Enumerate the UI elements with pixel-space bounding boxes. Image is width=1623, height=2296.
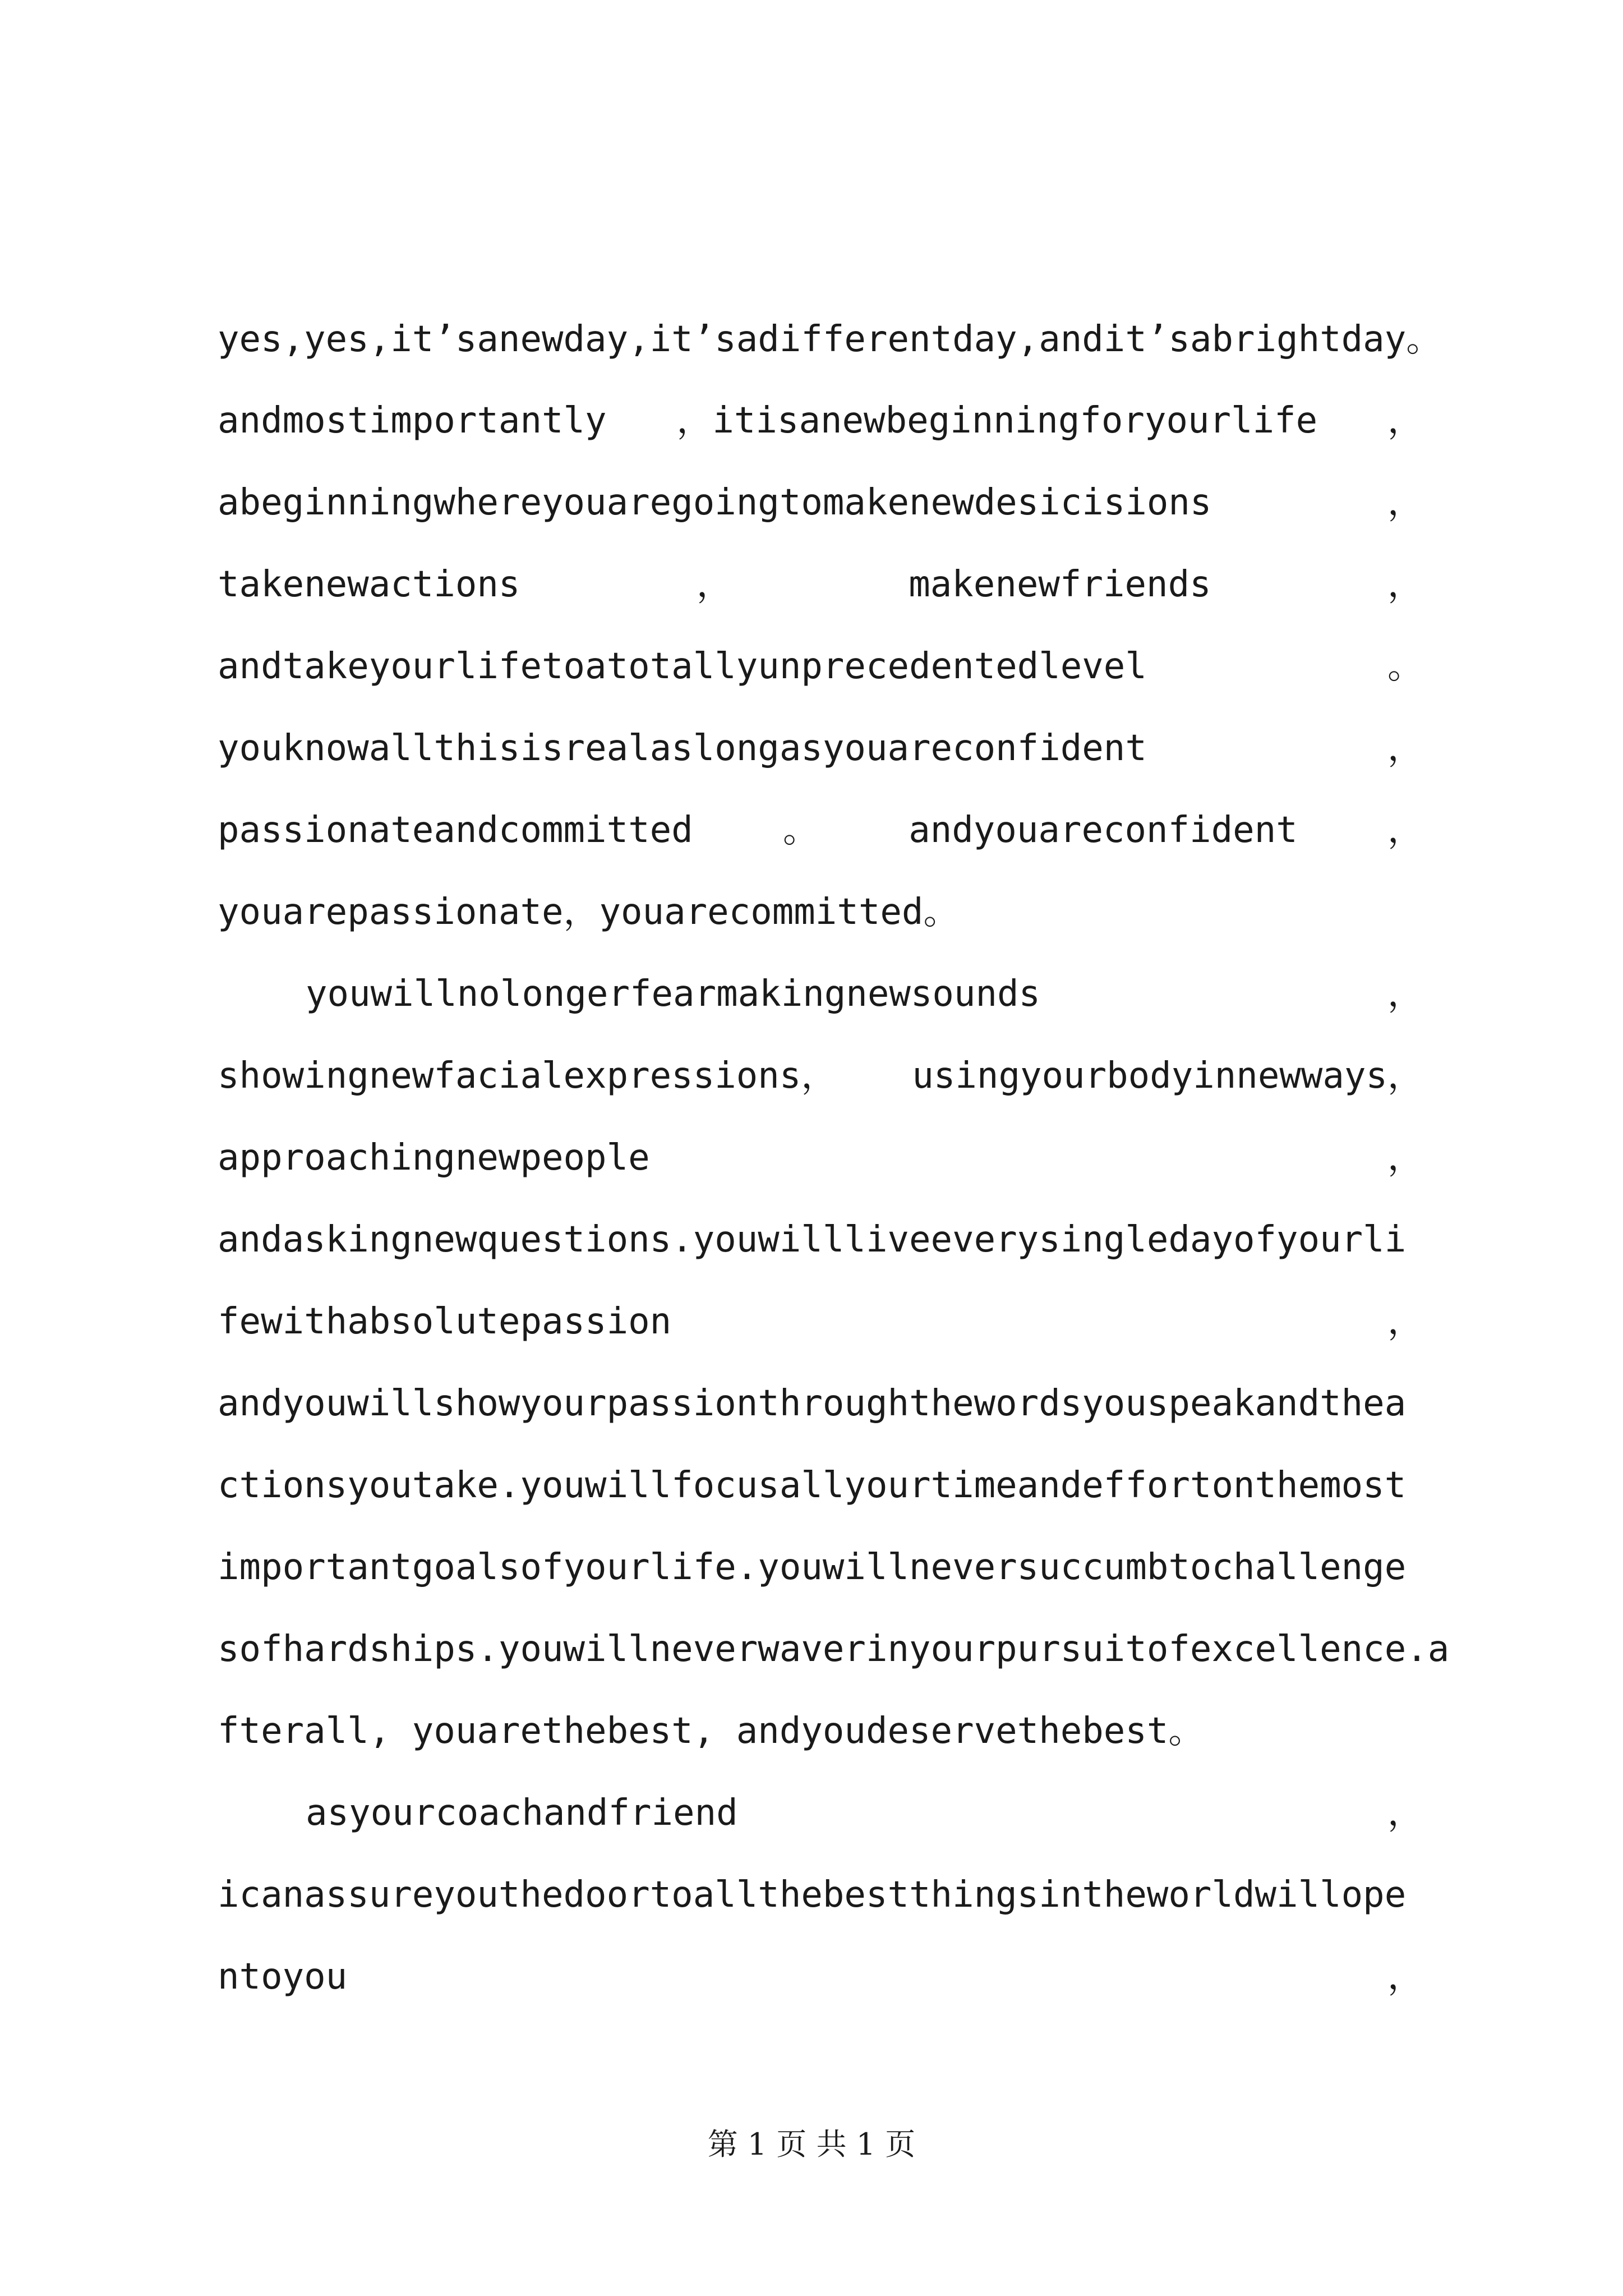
- text-line: [218, 551, 1423, 618]
- text-segment: ，: [1387, 728, 1423, 769]
- text-segment: ntoyou: [218, 1956, 348, 1998]
- text-segment: ，: [1387, 1792, 1423, 1834]
- text-segment: ，: [1387, 482, 1423, 523]
- text-segment: youwillnolongerfearmakingnewsounds: [306, 973, 1041, 1015]
- text-line: [306, 1779, 1423, 1847]
- text-segment: icanassureyouthedoortoallthebestthingsintheworldwillope: [218, 1874, 1407, 1916]
- text-line: [218, 1534, 1423, 1601]
- text-segment: ctionsyoutake.youwillfocusallyourtimeandeffortonthemost: [218, 1465, 1407, 1506]
- text-segment: ，: [1387, 1956, 1423, 1998]
- text-segment: ，: [1387, 1301, 1423, 1342]
- text-segment: andyouareconfident: [909, 809, 1298, 851]
- text-line: [218, 469, 1423, 536]
- text-segment: andyouwillshowyourpassionthroughthewordsyouspeakandthea: [218, 1383, 1407, 1424]
- page-number: 第 1 页 共 1 页: [707, 2127, 916, 2162]
- text-segment: 。: [782, 809, 819, 851]
- text-segment: usingyourbodyinnewways，: [912, 1055, 1423, 1097]
- text-line: [218, 797, 1423, 864]
- text-line: [218, 1206, 1423, 1273]
- text-line: [306, 960, 1423, 1028]
- text-segment: 。: [1387, 646, 1423, 687]
- text-segment: ，: [1387, 564, 1423, 605]
- text-segment: ，: [1387, 973, 1423, 1015]
- text-segment: passionateandcommitted: [218, 809, 693, 851]
- text-line: [218, 715, 1423, 782]
- text-segment: takenewactions: [218, 564, 520, 605]
- text-line: [218, 1616, 1450, 1683]
- text-segment: yes,yes,it’sanewday,it’sadifferentday,andit’sabrightday。: [218, 319, 1442, 360]
- text-line: [218, 1697, 1423, 1765]
- text-line: [218, 1861, 1423, 1929]
- text-line: [218, 1288, 1423, 1355]
- text-segment: makenewfriends: [909, 564, 1211, 605]
- text-line: [218, 878, 1423, 946]
- text-line: [218, 1452, 1423, 1519]
- text-segment: approachingnewpeople: [218, 1137, 650, 1179]
- text-segment: importantgoalsofyourlife.youwillneversuccumbtochallenge: [218, 1547, 1407, 1588]
- text-segment: ，itisanewbeginningforyourlife: [676, 400, 1318, 441]
- text-segment: youknowallthisisrealaslongasyouareconfident: [218, 728, 1147, 769]
- text-line: [218, 1943, 1423, 2010]
- text-segment: ，: [1387, 809, 1423, 851]
- text-segment: fterall, youarethebest, andyoudeservethebest。: [218, 1710, 1205, 1752]
- text-segment: ，: [1387, 1137, 1423, 1179]
- text-segment: ，: [696, 564, 732, 605]
- text-segment: sofhardships.youwillneverwaverinyourpursuitofexcellence.a: [218, 1628, 1450, 1670]
- text-line: [218, 633, 1423, 700]
- text-segment: andtakeyourlifetoatotallyunprecedentedlevel: [218, 646, 1147, 687]
- text-segment: showingnewfacialexpressions，: [218, 1055, 837, 1097]
- page-footer: [0, 2120, 1623, 2164]
- text-segment: andaskingnewquestions.youwillliveeverysingledayofyourli: [218, 1219, 1407, 1260]
- text-line: [218, 306, 1442, 373]
- text-segment: asyourcoachandfriend: [306, 1792, 738, 1834]
- text-segment: ，: [1387, 400, 1423, 441]
- text-segment: youarepassionate，youarecommitted。: [218, 891, 960, 933]
- text-line: [218, 1370, 1423, 1437]
- text-line: [218, 387, 1423, 454]
- text-segment: fewithabsolutepassion: [218, 1301, 672, 1342]
- text-line: [218, 1124, 1423, 1191]
- text-segment: abeginningwhereyouaregoingtomakenewdesicisions: [218, 482, 1212, 523]
- text-segment: andmostimportantly: [218, 400, 607, 441]
- text-line: [218, 1042, 1423, 1110]
